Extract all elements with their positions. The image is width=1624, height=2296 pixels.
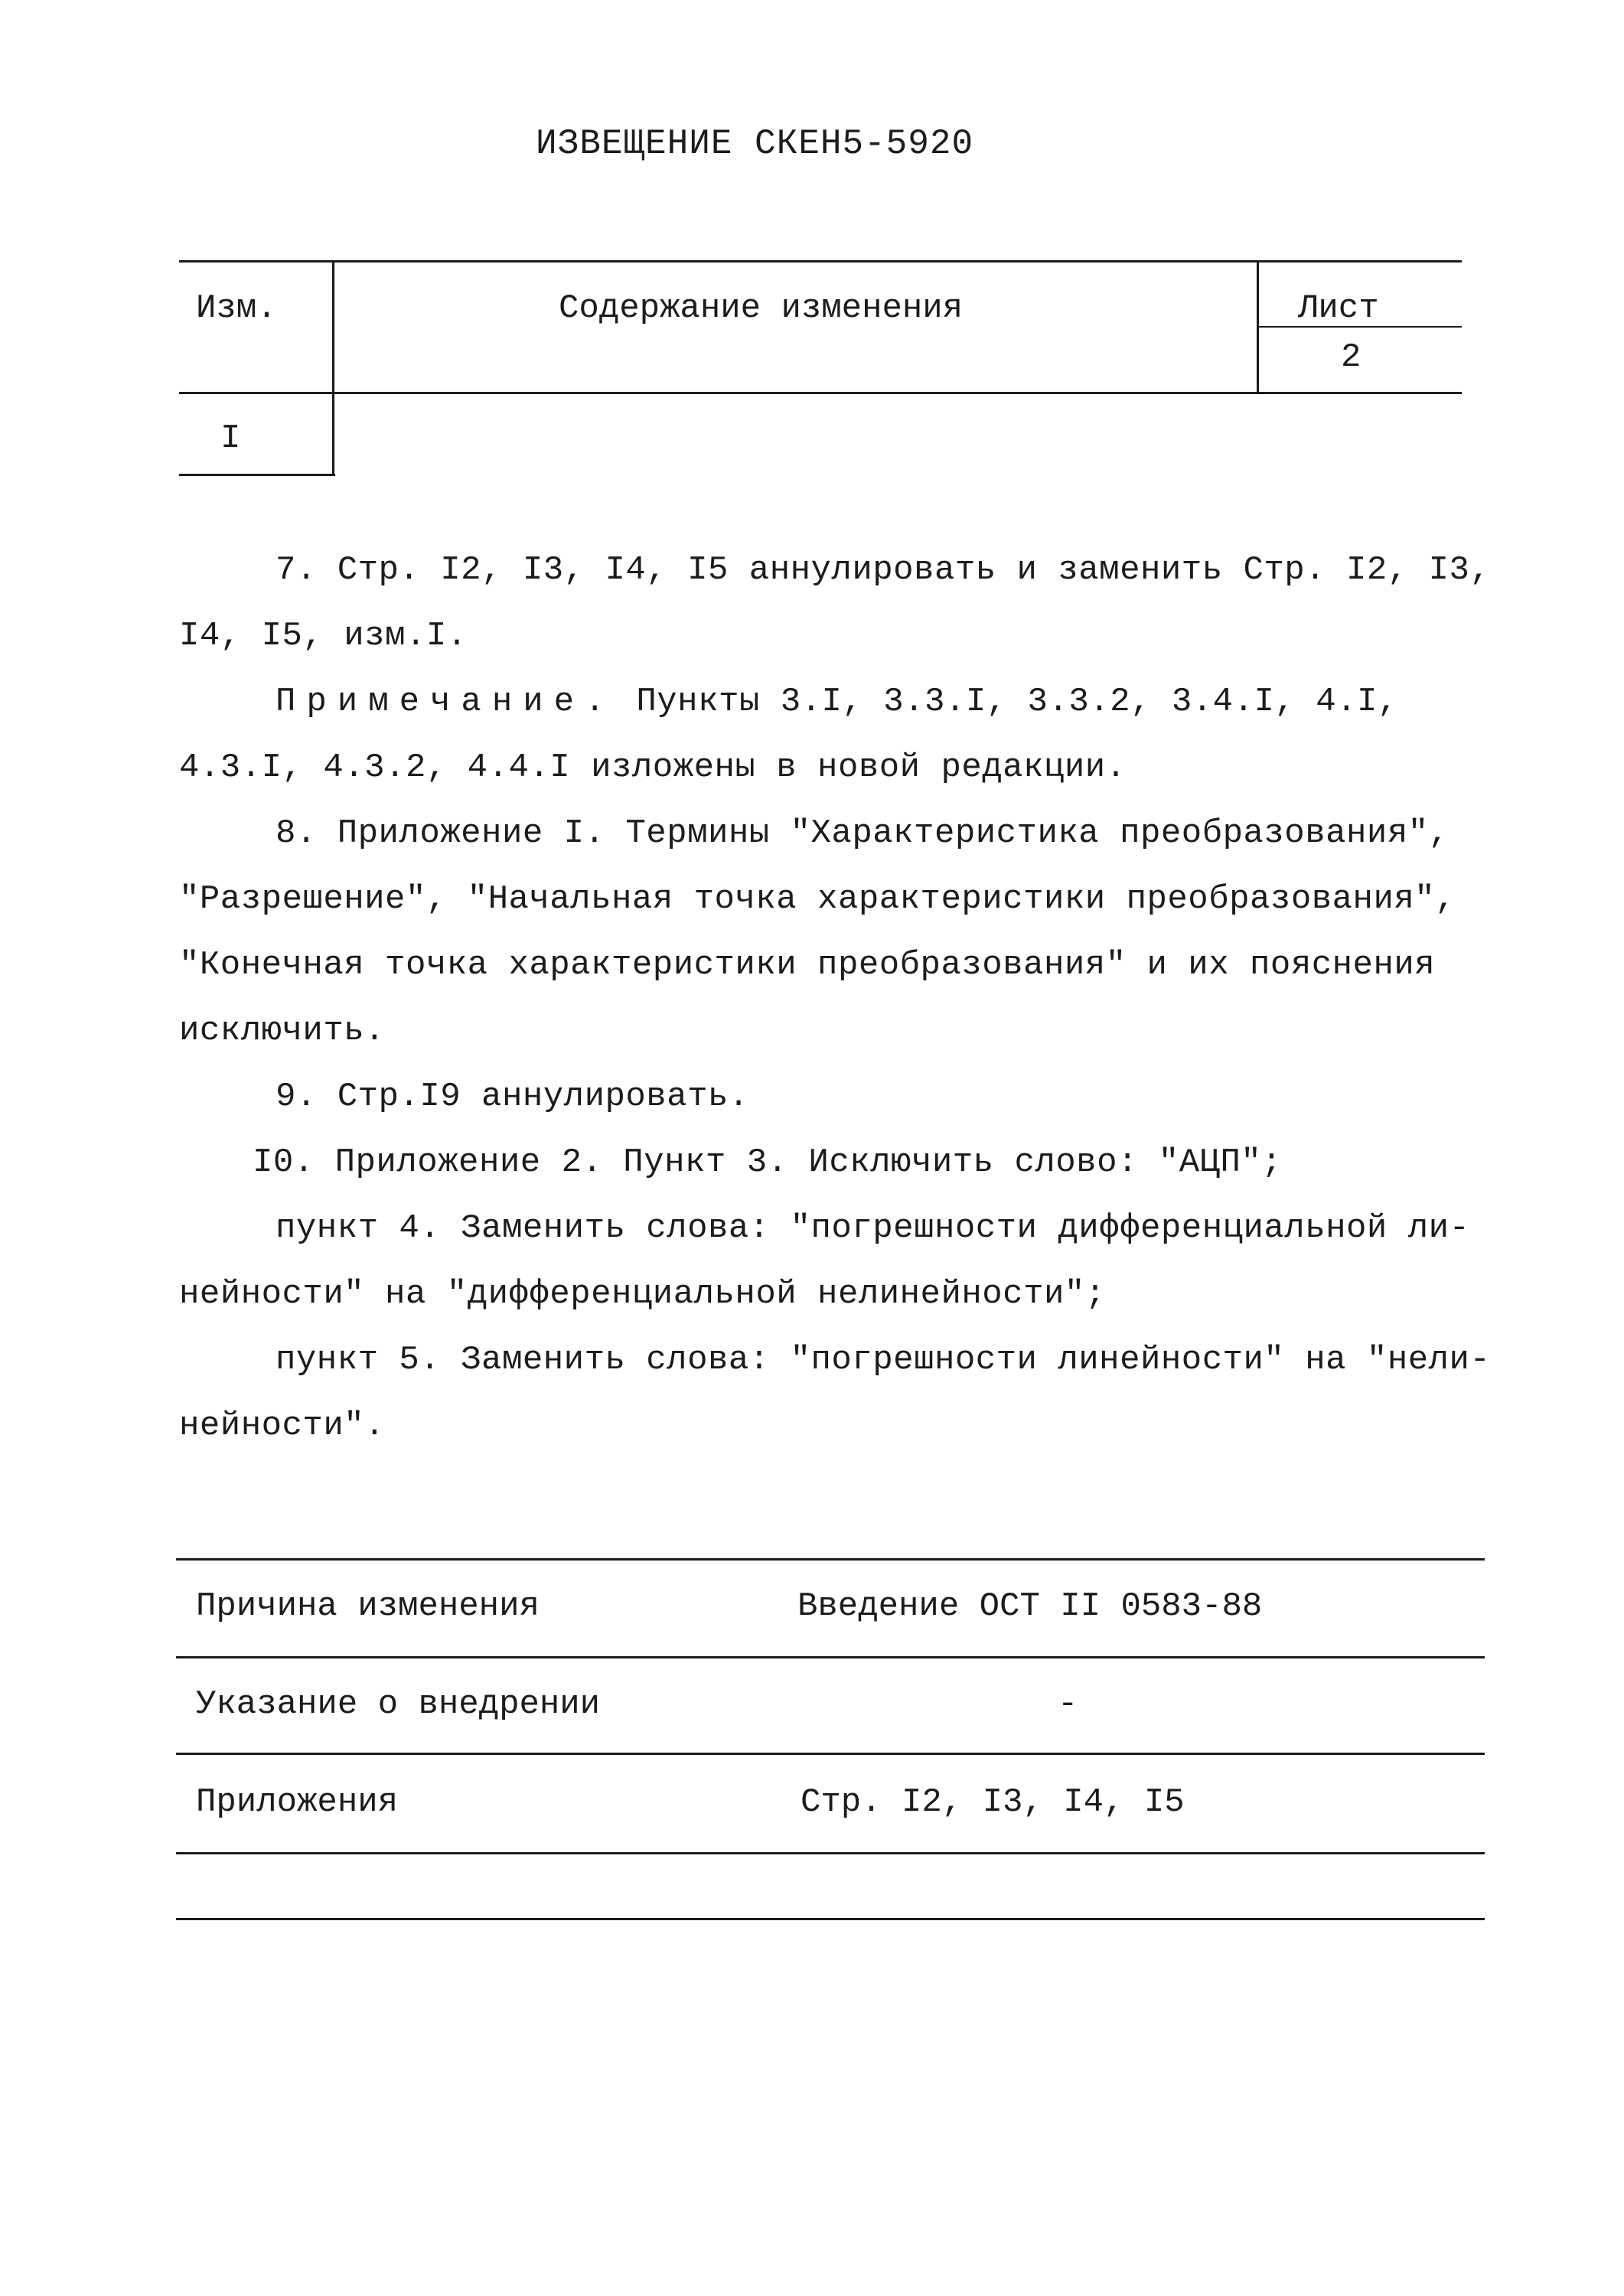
item-10-line-2: пункт 4. Заменить слова: "погрешности дифференциальной ли- [276, 1209, 1470, 1247]
header-col-content: Содержание изменения [559, 289, 964, 328]
header-table-bottom-border [179, 474, 335, 476]
footer-border-3 [176, 1753, 1485, 1755]
item-8-line-2: "Разрешение", "Начальная точка характеристики преобразования", [179, 880, 1456, 918]
item-10-line-1: I0. Приложение 2. Пункт 3. Исключить слово: "АЦП"; [253, 1143, 1283, 1182]
item-10-line-5: нейности". [179, 1407, 386, 1445]
item-7-line-1: 7. Стр. I2, I3, I4, I5 аннулировать и заменить Стр. I2, I3, [276, 551, 1491, 589]
header-col-change: Изм. [196, 289, 277, 328]
item-8-line-3: "Конечная точка характеристики преобразования" и их пояснения [179, 946, 1436, 984]
item-8-line-1: 8. Приложение I. Термины "Характеристика преобразования", [276, 814, 1450, 853]
document-title: ИЗВЕЩЕНИЕ СКЕН5-5920 [536, 124, 974, 164]
footer-border-1 [176, 1558, 1485, 1561]
attachments-value: Стр. I2, I3, I4, I5 [801, 1783, 1185, 1821]
note-line-1 [276, 683, 1398, 721]
item-9-line-1: 9. Стр.I9 аннулировать. [276, 1078, 749, 1116]
note-label: Примечание. [276, 683, 616, 721]
reason-label: Причина изменения [196, 1587, 540, 1626]
attachments-label: Приложения [196, 1783, 399, 1821]
note-line-2: 4.3.I, 4.3.2, 4.4.I изложены в новой редакции. [179, 748, 1127, 787]
note-line-1-text: Пункты 3.I, 3.3.I, 3.3.2, 3.4.I, 4.I, [636, 683, 1398, 721]
item-10-line-4: пункт 5. Заменить слова: "погрешности линейности" на "нели- [276, 1341, 1491, 1379]
implementation-value: - [1058, 1685, 1078, 1724]
header-change-number: I [220, 419, 241, 458]
footer-border-2 [176, 1656, 1485, 1658]
header-col-sheet: Лист [1298, 289, 1379, 328]
item-10-line-3: нейности" на "дифференциальной нелинейности"; [179, 1275, 1106, 1313]
header-table-mid-border [179, 392, 1462, 394]
header-sheet-number: 2 [1341, 338, 1361, 377]
item-8-line-4: исключить. [179, 1012, 386, 1050]
header-table-col-divider-1 [332, 263, 334, 476]
implementation-label: Указание о внедрении [196, 1685, 601, 1724]
item-7-line-2: I4, I5, изм.I. [179, 617, 468, 655]
footer-border-4 [176, 1852, 1485, 1854]
reason-value: Введение ОСТ II 0583-88 [797, 1587, 1263, 1626]
header-table-top-border [179, 260, 1462, 263]
footer-border-5 [176, 1918, 1485, 1920]
header-table-col-divider-2 [1257, 263, 1259, 393]
